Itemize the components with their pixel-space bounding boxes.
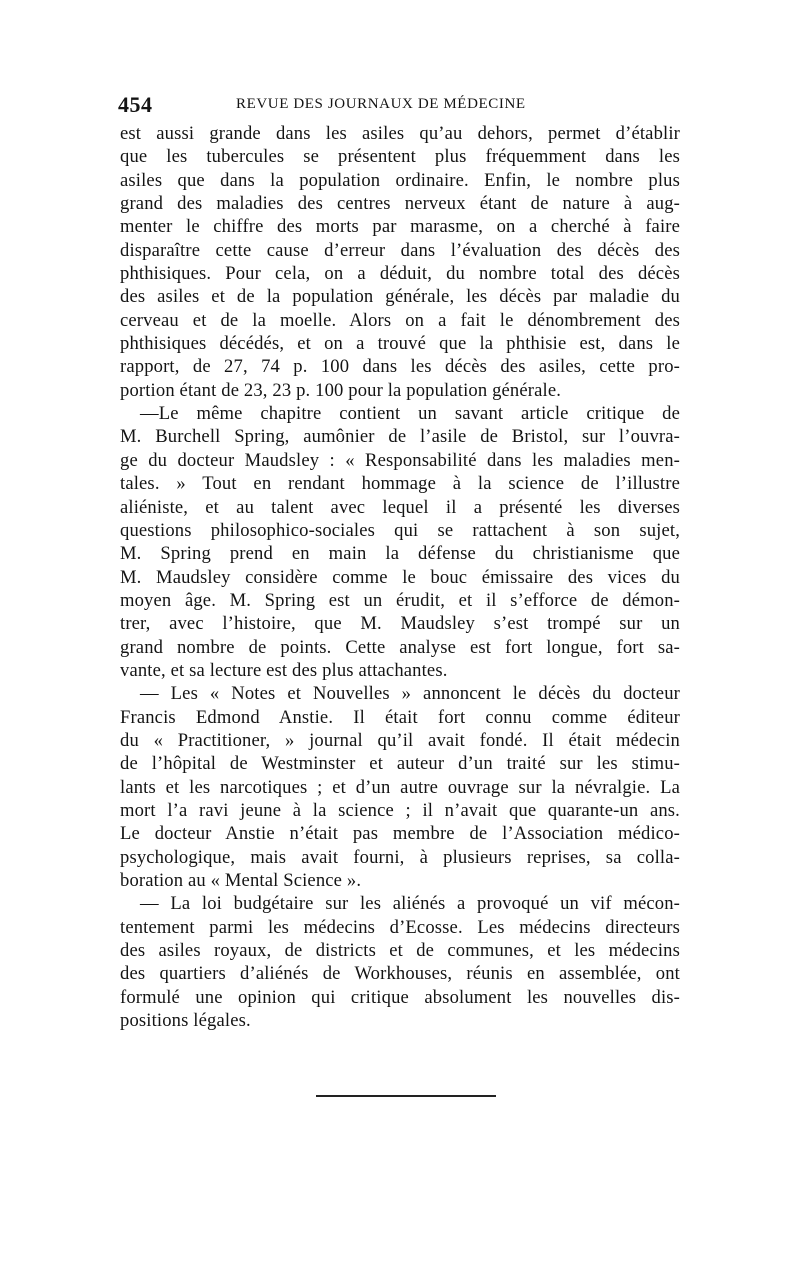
text-line: rapport, de 27, 74 p. 100 dans les décès des asiles, cette pro- — [120, 356, 680, 378]
page-header — [118, 92, 678, 122]
text-line: tentement parmi les médecins d’Ecosse. Les médecins directeurs — [120, 916, 680, 938]
text-line: du « Practitioner, » journal qu’il avait fondé. Il était médecin — [120, 729, 680, 751]
text-line: M. Spring prend en main la défense du christianisme que — [120, 543, 680, 565]
page-number: 454 — [118, 92, 153, 117]
running-title: REVUE DES JOURNAUX DE MÉDECINE — [236, 96, 526, 112]
text-line: grand des maladies des centres nerveux étant de nature à aug- — [120, 193, 680, 215]
text-line: ge du docteur Maudsley : « Responsabilité dans les maladies men- — [120, 449, 680, 471]
text-line: psychologique, mais avait fourni, à plusieurs reprises, sa colla- — [120, 846, 680, 868]
text-line: phthisiques décédés, et on a trouvé que la phthisie est, dans le — [120, 333, 680, 355]
text-line: boration au « Mental Science ». — [120, 870, 362, 891]
paragraph-start: —Le même chapitre contient un savant article critique de — [140, 403, 680, 425]
text-line: cerveau et de la moelle. Alors on a fait le dénombrement des — [120, 309, 680, 331]
text-line: formulé une opinion qui critique absolument les nouvelles dis- — [120, 986, 680, 1008]
text-line: des asiles et de la population générale, les décès par maladie du — [120, 286, 680, 308]
text-line: M. Maudsley considère comme le bouc émissaire des vices du — [120, 566, 680, 588]
text-line: trer, avec l’histoire, que M. Maudsley s’est trompé sur un — [120, 613, 680, 635]
text-line: tales. » Tout en rendant hommage à la science de l’illustre — [120, 473, 680, 495]
text-line: des quartiers d’aliénés de Workhouses, réunis en assemblée, ont — [120, 963, 680, 985]
paragraph-start: — La loi budgétaire sur les aliénés a provoqué un vif mécon- — [140, 893, 680, 915]
text-line: moyen âge. M. Spring est un érudit, et il s’efforce de démon- — [120, 589, 680, 611]
text-line: aliéniste, et au talent avec lequel il a présenté les diverses — [120, 496, 680, 518]
text-line: questions philosophico-sociales qui se rattachent à son sujet, — [120, 519, 680, 541]
paragraph-start: — Les « Notes et Nouvelles » annoncent le décès du docteur — [140, 683, 680, 705]
text-line: asiles que dans la population ordinaire. Enfin, le nombre plus — [120, 169, 680, 191]
body-text — [120, 122, 680, 1032]
text-line: des asiles royaux, de districts et de communes, et les médecins — [120, 940, 680, 962]
text-line: grand nombre de points. Cette analyse est fort longue, fort sa- — [120, 636, 680, 658]
text-line: lants et les narcotiques ; et d’un autre ouvrage sur la névralgie. La — [120, 776, 680, 798]
text-line: M. Burchell Spring, aumônier de l’asile de Bristol, sur l’ouvra- — [120, 426, 680, 448]
text-line: menter le chiffre des morts par marasme, on a cherché à faire — [120, 216, 680, 238]
text-line: de l’hôpital de Westminster et auteur d’un traité sur les stimu- — [120, 753, 680, 775]
text-line: Francis Edmond Anstie. Il était fort connu comme éditeur — [120, 706, 680, 728]
text-line: vante, et sa lecture est des plus attachantes. — [120, 659, 448, 681]
text-line: que les tubercules se présentent plus fréquemment dans les — [120, 146, 680, 168]
text-line: mort l’a ravi jeune à la science ; il n’avait que quarante-un ans. — [120, 799, 680, 821]
text-line: est aussi grande dans les asiles qu’au dehors, permet d’établir — [120, 123, 680, 144]
text-line: positions légales. — [120, 1010, 251, 1032]
text-line: phthisiques. Pour cela, on a déduit, du nombre total des décès — [120, 263, 680, 285]
text-line: portion étant de 23, 23 p. 100 pour la population générale. — [120, 379, 562, 401]
text-line: disparaître cette cause d’erreur dans l’évaluation des décès des — [120, 239, 680, 261]
text-line: Le docteur Anstie n’était pas membre de l’Association médico- — [120, 823, 680, 845]
section-divider-rule — [316, 1095, 496, 1097]
